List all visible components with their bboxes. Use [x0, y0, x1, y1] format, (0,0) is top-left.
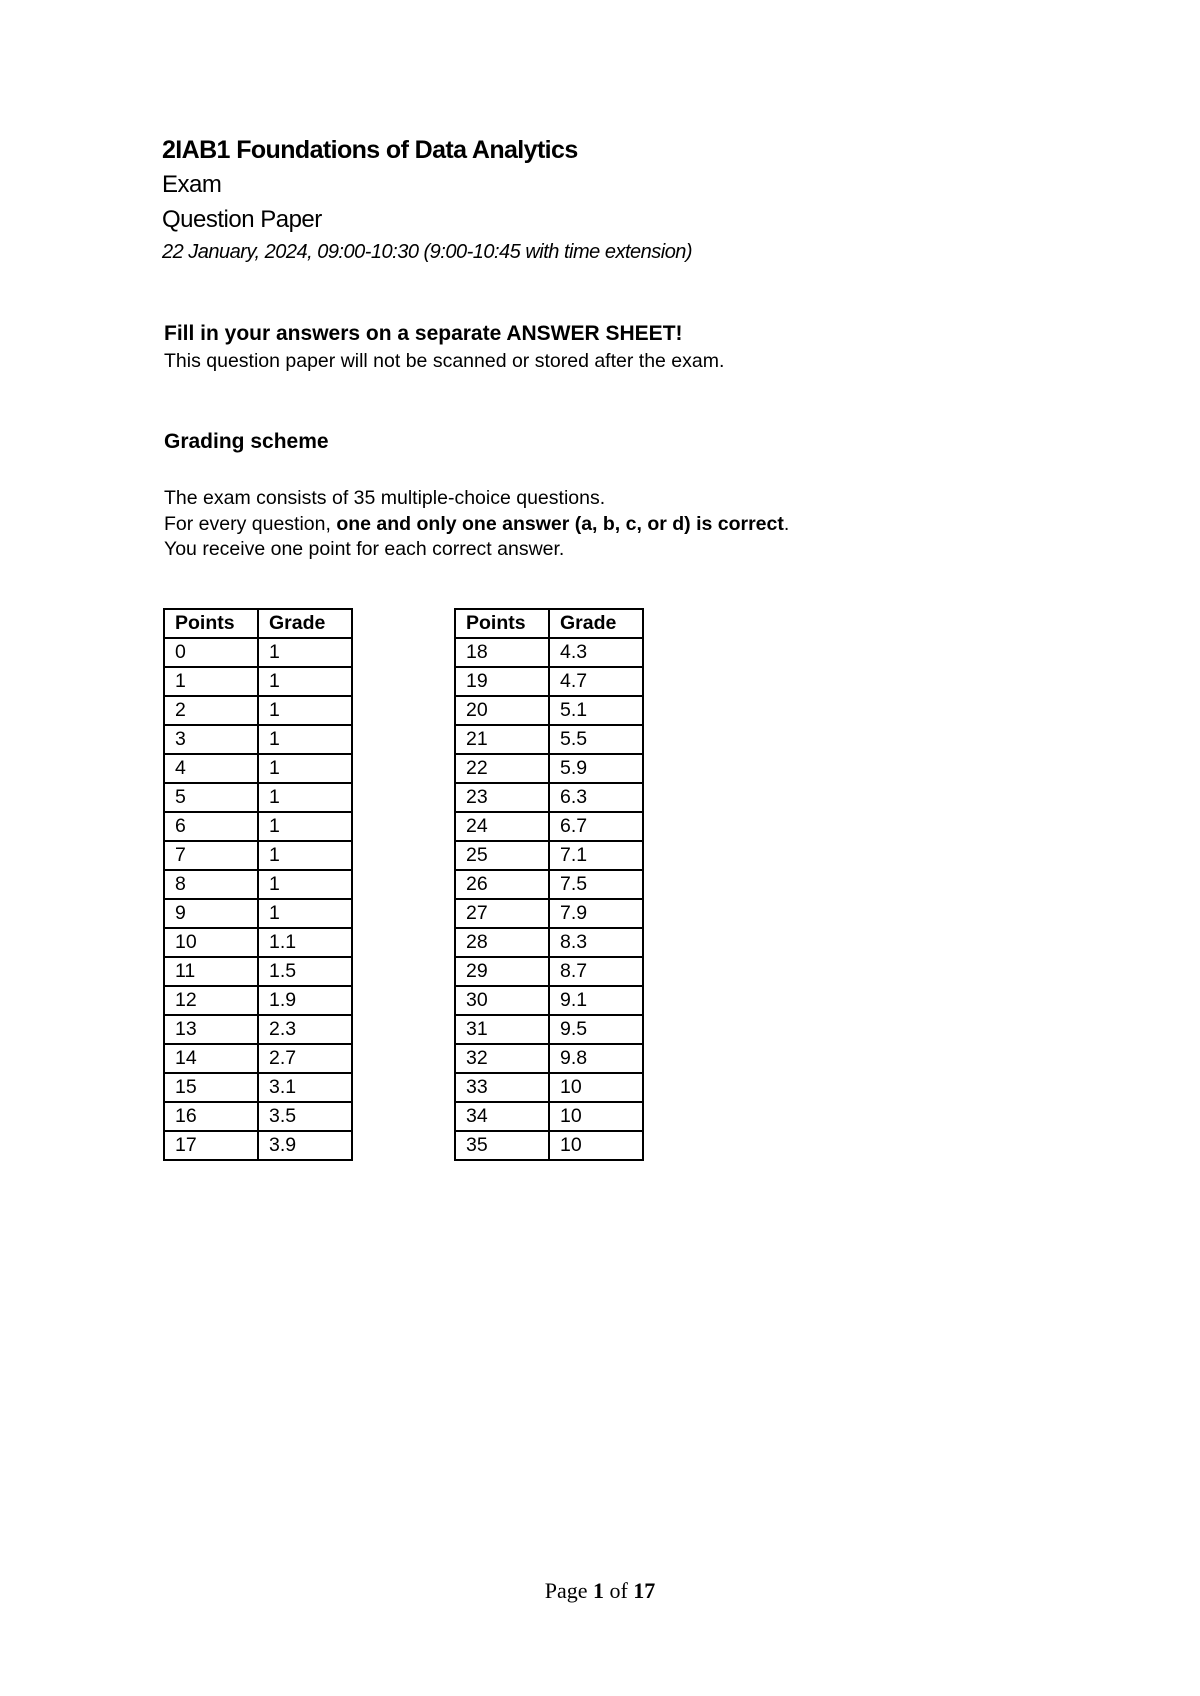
- points-cell: 11: [164, 957, 258, 986]
- grade-cell: 1: [258, 696, 352, 725]
- points-cell: 4: [164, 754, 258, 783]
- current-page-number: 1: [592, 1578, 604, 1603]
- of-label: of: [609, 1578, 628, 1603]
- points-cell: 2: [164, 696, 258, 725]
- table-row: [455, 1102, 643, 1131]
- table-row: [455, 1073, 643, 1102]
- table-row: [455, 870, 643, 899]
- exam-label: Exam: [162, 171, 222, 198]
- points-cell: 24: [455, 812, 549, 841]
- grade-cell: 1: [258, 725, 352, 754]
- grade-cell: 6.7: [549, 812, 643, 841]
- table-row: [164, 638, 352, 667]
- grading-description: [164, 486, 789, 563]
- table-header-row: [164, 609, 352, 638]
- points-cell: 17: [164, 1131, 258, 1160]
- points-cell: 25: [455, 841, 549, 870]
- grade-cell: 8.3: [549, 928, 643, 957]
- points-cell: 26: [455, 870, 549, 899]
- points-cell: 0: [164, 638, 258, 667]
- points-cell: 35: [455, 1131, 549, 1160]
- points-cell: 6: [164, 812, 258, 841]
- grade-header: Grade: [258, 609, 352, 638]
- table-row: [164, 957, 352, 986]
- table-row: [164, 783, 352, 812]
- table-row: [455, 754, 643, 783]
- grade-cell: 9.8: [549, 1044, 643, 1073]
- table-row: [164, 696, 352, 725]
- grading-line-2-prefix: For every question,: [164, 512, 337, 535]
- points-cell: 28: [455, 928, 549, 957]
- table-row: [455, 928, 643, 957]
- grade-table-left: [163, 608, 353, 1161]
- points-cell: 14: [164, 1044, 258, 1073]
- grade-cell: 9.5: [549, 1015, 643, 1044]
- answer-sheet-instruction: [164, 320, 724, 374]
- points-cell: 22: [455, 754, 549, 783]
- grading-heading: Grading scheme: [164, 430, 329, 453]
- exam-header: [162, 133, 692, 267]
- table-row: [164, 754, 352, 783]
- points-cell: 29: [455, 957, 549, 986]
- table-row: [164, 899, 352, 928]
- grade-cell: 3.1: [258, 1073, 352, 1102]
- points-cell: 27: [455, 899, 549, 928]
- table-row: [455, 957, 643, 986]
- paper-label: Question Paper: [162, 206, 322, 233]
- points-header: Points: [164, 609, 258, 638]
- grade-cell: 6.3: [549, 783, 643, 812]
- grade-cell: 5.5: [549, 725, 643, 754]
- points-cell: 34: [455, 1102, 549, 1131]
- grade-cell: 1: [258, 638, 352, 667]
- grade-cell: 3.5: [258, 1102, 352, 1131]
- table-row: [455, 986, 643, 1015]
- grade-cell: 1.9: [258, 986, 352, 1015]
- points-cell: 19: [455, 667, 549, 696]
- table-row: [164, 928, 352, 957]
- table-row: [164, 725, 352, 754]
- points-cell: 15: [164, 1073, 258, 1102]
- grade-header: Grade: [549, 609, 643, 638]
- table-row: [455, 1044, 643, 1073]
- points-cell: 3: [164, 725, 258, 754]
- grade-cell: 1.1: [258, 928, 352, 957]
- points-cell: 9: [164, 899, 258, 928]
- grade-cell: 7.9: [549, 899, 643, 928]
- points-cell: 18: [455, 638, 549, 667]
- points-cell: 8: [164, 870, 258, 899]
- grade-cell: 1: [258, 870, 352, 899]
- table-row: [455, 783, 643, 812]
- points-cell: 5: [164, 783, 258, 812]
- grade-cell: 7.1: [549, 841, 643, 870]
- table-row: [455, 696, 643, 725]
- table-row: [164, 1015, 352, 1044]
- points-cell: 32: [455, 1044, 549, 1073]
- instruction-main: Fill in your answers on a separate ANSWER SHEET!: [164, 322, 683, 345]
- grading-line-3: You receive one point for each correct answer.: [164, 538, 565, 560]
- points-header: Points: [455, 609, 549, 638]
- grade-cell: 7.5: [549, 870, 643, 899]
- grade-table-right: [454, 608, 644, 1161]
- points-cell: 23: [455, 783, 549, 812]
- grade-cell: 4.3: [549, 638, 643, 667]
- grade-cell: 5.9: [549, 754, 643, 783]
- grade-cell: 8.7: [549, 957, 643, 986]
- table-row: [455, 1131, 643, 1160]
- points-cell: 13: [164, 1015, 258, 1044]
- page-label: Page: [544, 1578, 588, 1603]
- grading-line-1: The exam consists of 35 multiple-choice questions.: [164, 487, 606, 509]
- grade-cell: 10: [549, 1131, 643, 1160]
- grading-line-2: [164, 512, 789, 538]
- points-cell: 1: [164, 667, 258, 696]
- points-cell: 12: [164, 986, 258, 1015]
- grade-cell: 1: [258, 667, 352, 696]
- table-row: [455, 841, 643, 870]
- table-row: [164, 1102, 352, 1131]
- table-row: [455, 725, 643, 754]
- grade-cell: 10: [549, 1102, 643, 1131]
- points-cell: 20: [455, 696, 549, 725]
- table-header-row: [455, 609, 643, 638]
- points-cell: 16: [164, 1102, 258, 1131]
- table-row: [164, 1044, 352, 1073]
- grade-cell: 1: [258, 812, 352, 841]
- table-row: [164, 812, 352, 841]
- grade-cell: 2.3: [258, 1015, 352, 1044]
- points-cell: 31: [455, 1015, 549, 1044]
- table-row: [455, 899, 643, 928]
- table-row: [164, 667, 352, 696]
- table-row: [455, 812, 643, 841]
- grade-cell: 5.1: [549, 696, 643, 725]
- table-row: [455, 667, 643, 696]
- grade-cell: 1: [258, 841, 352, 870]
- points-cell: 10: [164, 928, 258, 957]
- instruction-sub: This question paper will not be scanned or stored after the exam.: [164, 350, 725, 372]
- course-title: 2IAB1 Foundations of Data Analytics: [162, 136, 578, 164]
- exam-date: 22 January, 2024, 09:00-10:30 (9:00-10:45 with time extension): [162, 241, 693, 263]
- page-footer: [0, 1578, 1200, 1604]
- grade-cell: 1.5: [258, 957, 352, 986]
- grade-cell: 2.7: [258, 1044, 352, 1073]
- points-cell: 33: [455, 1073, 549, 1102]
- total-pages: 17: [633, 1578, 656, 1603]
- grade-cell: 1: [258, 754, 352, 783]
- grade-cell: 3.9: [258, 1131, 352, 1160]
- table-row: [164, 870, 352, 899]
- grading-line-2-bold: one and only one answer (a, b, c, or d) is correct: [336, 512, 784, 535]
- grade-cell: 9.1: [549, 986, 643, 1015]
- table-row: [164, 986, 352, 1015]
- grade-cell: 1: [258, 783, 352, 812]
- table-row: [164, 1073, 352, 1102]
- table-row: [164, 1131, 352, 1160]
- points-cell: 21: [455, 725, 549, 754]
- grade-cell: 4.7: [549, 667, 643, 696]
- grading-line-2-suffix: .: [783, 512, 790, 535]
- points-cell: 7: [164, 841, 258, 870]
- table-row: [455, 638, 643, 667]
- points-cell: 30: [455, 986, 549, 1015]
- table-row: [164, 841, 352, 870]
- grade-cell: 1: [258, 899, 352, 928]
- grade-cell: 10: [549, 1073, 643, 1102]
- table-row: [455, 1015, 643, 1044]
